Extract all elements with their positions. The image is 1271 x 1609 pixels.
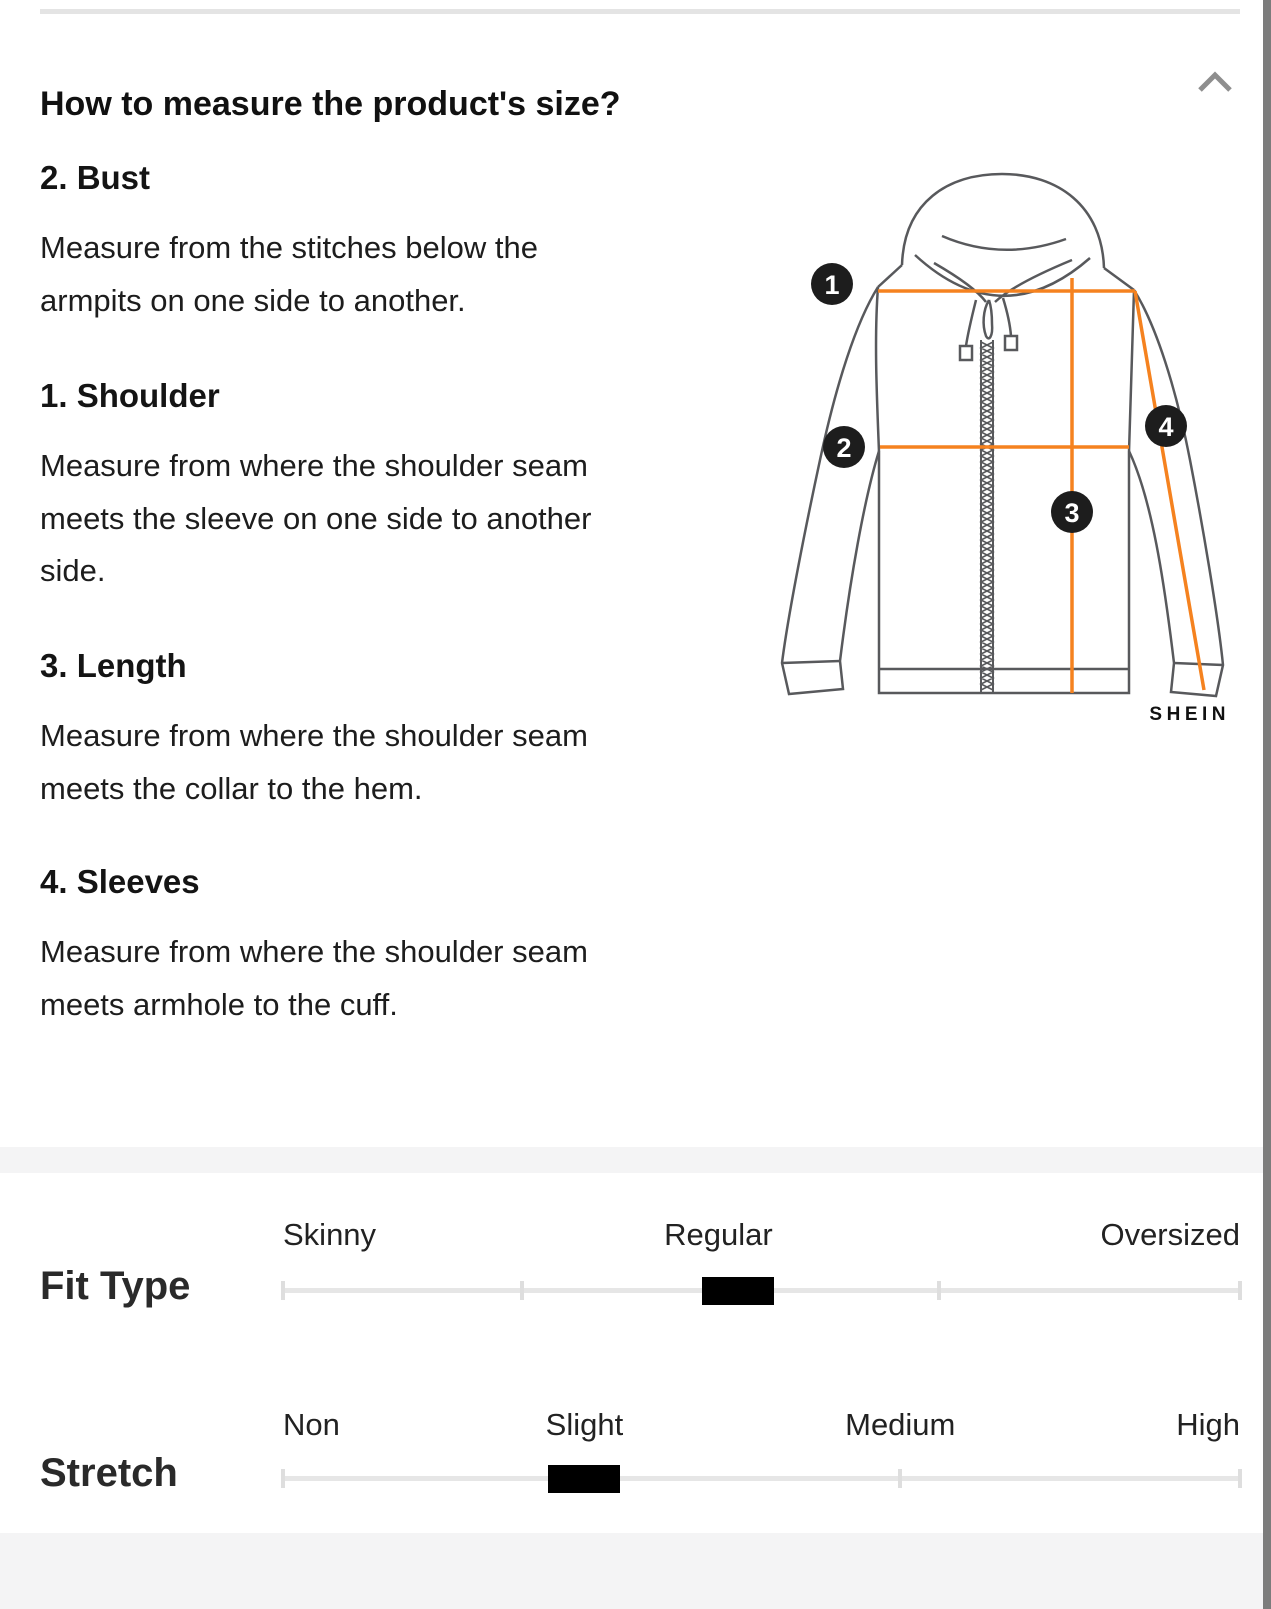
option-label-skinny: Skinny xyxy=(283,1217,377,1252)
drawstring-aglet xyxy=(960,346,972,360)
option-label-non: Non xyxy=(283,1407,340,1442)
badge-number: 1 xyxy=(824,270,840,300)
track-tick xyxy=(1238,1469,1242,1488)
option-label-regular: Regular xyxy=(664,1217,773,1252)
fit-type-label: Fit Type xyxy=(40,1264,191,1308)
section-text-line: meets the sleeve on one side to another xyxy=(40,500,592,536)
stretch-handle xyxy=(548,1465,620,1493)
section-heading: 2. Bust xyxy=(40,159,151,196)
scrollbar[interactable] xyxy=(1263,0,1271,1609)
section-text-line: armpits on one side to another. xyxy=(40,282,466,318)
section-text-line: Measure from where the shoulder seam xyxy=(40,934,588,969)
section-bust xyxy=(40,158,730,327)
section-text-line: Measure from the stitches below the xyxy=(40,230,538,265)
fit-type-handle xyxy=(702,1277,774,1305)
option-label-medium: Medium xyxy=(845,1407,956,1442)
track-tick xyxy=(281,1281,285,1300)
stretch-label: Stretch xyxy=(40,1451,178,1495)
badge-number: 2 xyxy=(836,433,852,463)
section-length xyxy=(40,646,730,815)
section-text-line: meets the collar to the hem. xyxy=(40,770,423,806)
section-text-line: Measure from where the shoulder seam xyxy=(40,718,588,753)
section-text-line: side. xyxy=(40,553,106,588)
shein-logo: SHEIN xyxy=(1149,704,1230,725)
section-heading: 4. Sleeves xyxy=(40,863,200,900)
page-title: How to measure the product's size? xyxy=(40,84,621,123)
collapse-chevron-up-icon[interactable] xyxy=(1196,70,1234,101)
option-label-oversized: Oversized xyxy=(1100,1217,1240,1252)
stretch-options xyxy=(283,1406,1240,1446)
track-tick xyxy=(898,1469,902,1488)
section-sleeves xyxy=(40,862,730,1031)
track-tick xyxy=(937,1281,941,1300)
section-text-line: meets armhole to the cuff. xyxy=(40,986,398,1022)
track-tick xyxy=(520,1281,524,1300)
section-text-line: Measure from where the shoulder seam xyxy=(40,448,588,483)
track-tick xyxy=(281,1469,285,1488)
stretch-track xyxy=(283,1476,1240,1481)
option-label-slight: Slight xyxy=(545,1407,624,1442)
hoodie-measurement-diagram xyxy=(752,160,1252,730)
fit-type-indicator xyxy=(283,1216,1240,1316)
fit-type-options xyxy=(283,1216,1240,1256)
section-shoulder xyxy=(40,376,730,598)
option-label-high: High xyxy=(1176,1407,1240,1442)
measurement-lines xyxy=(878,278,1204,693)
top-divider xyxy=(40,9,1240,14)
track-tick xyxy=(1238,1281,1242,1300)
bottom-band xyxy=(0,1533,1271,1609)
section-heading: 1. Shoulder xyxy=(40,377,220,414)
section-divider-band xyxy=(0,1147,1271,1173)
badge-number: 4 xyxy=(1158,412,1174,442)
badge-number: 3 xyxy=(1064,498,1080,528)
drawstring-aglet xyxy=(1005,336,1017,350)
section-heading: 3. Length xyxy=(40,647,187,684)
stretch-indicator xyxy=(283,1406,1240,1506)
